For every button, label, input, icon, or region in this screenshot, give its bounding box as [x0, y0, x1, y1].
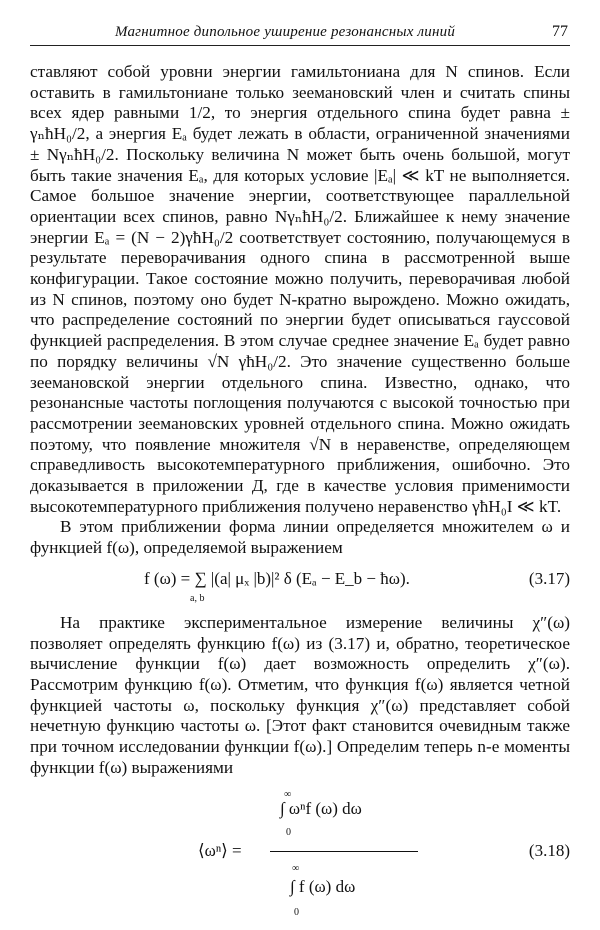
page-number: 77	[552, 23, 568, 40]
equation-formula: f (ω) = ∑ |(a| μₓ |b)|² δ (Eₐ − E_b − ħω).	[144, 568, 410, 588]
sum-index: a, b	[190, 592, 205, 604]
upper-limit: ∞	[284, 788, 292, 800]
equation-3-17	[30, 559, 570, 604]
paragraph: На практике экспериментальное измерение величины χ″(ω) позволяет определять функцию f(ω) из (3.17) и, обратно, теоретическое вычисление функции f(ω) дает возможность определить χ″(ω). Рассмотрим функцию f(ω). Отметим, что функция f(ω) является четной функцией частоты ω, поскольку функция χ″(ω) представляет собой нечетную функцию частоты ω. [Этот факт становится очевидным также при точном исследовании функции f(ω).] Определим теперь n-е моменты функции f(ω) выражениями	[30, 612, 570, 777]
running-header	[30, 18, 570, 46]
equation-lhs: ⟨ωⁿ⟩ =	[198, 840, 242, 860]
fraction-bar	[270, 851, 418, 852]
paragraph: В этом приближении форма линии определяется множителем ω и функцией f(ω), определяемой выражением	[30, 517, 570, 558]
equation-number: (3.18)	[528, 840, 570, 860]
fraction-numerator: ∫ ωⁿf (ω) dω	[280, 798, 362, 818]
upper-limit: ∞	[292, 862, 300, 874]
equation-3-18	[30, 779, 570, 929]
equation-number: (3.17)	[528, 568, 570, 588]
header-rule	[30, 45, 570, 46]
paragraph: ставляют собой уровни энергии гамильтониана для N спинов. Если оставить в гамильтониане только зеемановский член и считать спины всех ядер равными 1/2, то энергия отдельного спина будет равна ± γₙħH₀/2, а энергия Eₐ будет лежать в области, ограниченной значениями ± Nγₙ​ħH₀/2. Поскольку величина N может быть очень большой, могут быть такие значения Eₐ, для которых условие |Eₐ| ≪ kT не выполняется. Самое большое значение энергии, соответствующее параллельной ориентации всех спинов, равно Nγₙ​ħH₀/2. Ближайшее к нему значение энергии Eₐ = (N − 2)γħH₀/2 соответствует состоянию, получающемуся в результате переворачивания одного спина в рассмотренной выше конфигурации. Такое состояние можно получить, переворачивая любой из N спинов, поэтому оно будет N-кратно вырождено. Можно ожидать, что распределение состояний по энергии будет описываться гауссовой функцией распределения. В этом случае среднее значение Eₐ будет равно по порядку величины √N γħH₀/2. Это значение существенно больше зеемановской энергии отдельного спина. Известно, однако, что резонансные частоты поглощения получаются с высокой точностью при рассмотрении зеемановских уровней отдельного спина. Можно ожидать поэтому, что появление множителя √N в неравенстве, определяющем справедливость высокотемпературного приближения, ошибочно. Это доказывается в приложении Д, где в качестве условия применимости высокотемпературного приближения получено неравенство γħH₀I ≪ kT.	[30, 62, 570, 516]
lower-limit: 0	[294, 906, 299, 918]
fraction-denominator: ∫ f (ω) dω	[290, 876, 356, 896]
lower-limit: 0	[286, 826, 291, 838]
running-title: Магнитное дипольное уширение резонансных линий	[115, 24, 456, 40]
text-body	[30, 62, 570, 929]
